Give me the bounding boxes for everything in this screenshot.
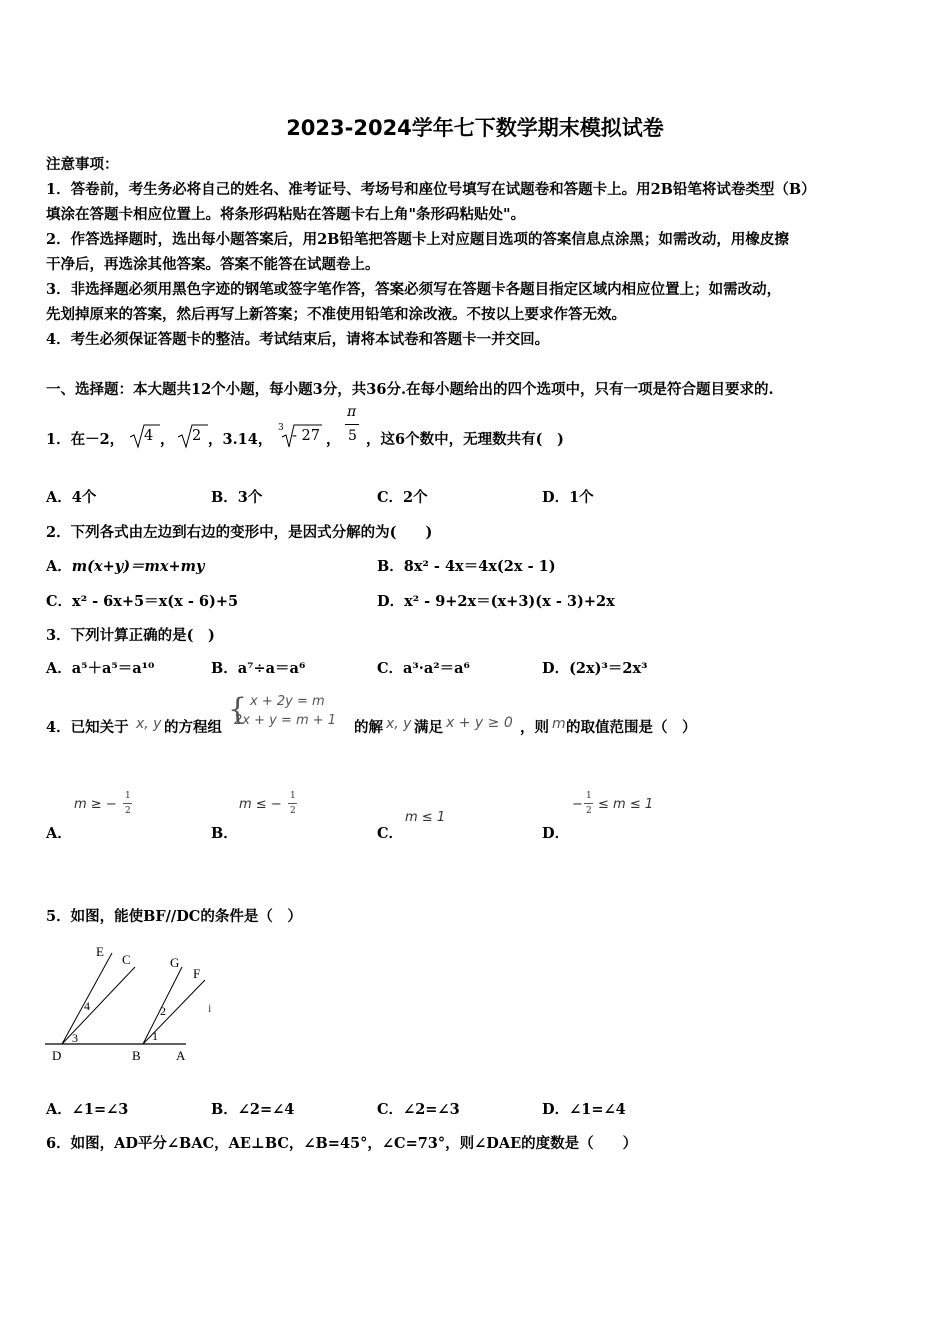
notice-line: 3．非选择题必须用黑色字迹的钢笔或签字笔作答，答案必须写在答题卡各题目指定区域内相应位置上；如需改动，: [46, 281, 782, 298]
q1-suffix: ，这6个数中，无理数共有( ): [366, 431, 564, 448]
q2-a-label: A．: [46, 558, 72, 575]
q1-sep: ，: [160, 431, 175, 448]
q2-c-expr: x² - 6x+5＝x(x - 6)+5: [72, 593, 239, 610]
q1-sep: ，: [326, 431, 341, 448]
q4-option-b-label[interactable]: B．: [211, 825, 238, 842]
q4-mid4: ，则: [520, 719, 549, 736]
section-header: 一、选择题：本大题共12个小题，每小题3分，共36分.在每小题给出的四个选项中，只有一项是符合题目要求的.: [46, 381, 774, 398]
q3-option-a[interactable]: A．a⁵＋a⁵＝a¹⁰: [46, 660, 155, 677]
frac-numerator: π: [347, 404, 357, 420]
frac-bar: [345, 424, 359, 425]
label-g: G: [170, 955, 180, 970]
q2-c-label: C．: [46, 593, 73, 610]
q2-option-b[interactable]: [377, 555, 556, 576]
frac-bar: [288, 803, 297, 804]
label-i: i: [208, 1001, 212, 1015]
q6-stem: 6．如图，AD平分∠BAC，AE⊥BC，∠B=45°，∠C=73°，则∠DAE的度数是（ ）: [46, 1135, 638, 1152]
label-angle-2: 2: [160, 1004, 166, 1018]
label-angle-4: 4: [84, 999, 90, 1013]
q4-eq2: 2x + y = m + 1: [234, 713, 337, 728]
page-title: 2023-2024学年七下数学期末模拟试卷: [286, 116, 664, 140]
q4-eq1: x + 2y = m: [250, 694, 325, 709]
label-d: D: [52, 1048, 62, 1063]
q1-cbrt: - 27: [292, 428, 320, 444]
q4-option-d-label[interactable]: D．: [542, 825, 570, 842]
frac-numerator: 1: [586, 791, 592, 801]
q2-d-label: D．: [377, 593, 405, 610]
frac-denominator: 2: [586, 806, 592, 816]
label-f: F: [193, 966, 201, 981]
label-angle-1: 1: [152, 1029, 158, 1043]
q2-stem: 2．下列各式由左边到右边的变形中，是因式分解的为( ): [46, 524, 433, 541]
q1-prefix: 1．在－2，: [46, 431, 125, 448]
notice-line: 4．考生必须保证答题卡的整洁。考试结束后，请将本试卷和答题卡一并交回。: [46, 331, 550, 348]
notice-heading: 注意事项：: [46, 156, 119, 173]
q1-sep: ，3.14，: [208, 431, 273, 448]
q1-option-b[interactable]: B．3个: [211, 489, 263, 506]
q1-option-d[interactable]: D．1个: [542, 489, 594, 506]
q2-a-expr: m(x+y)＝mx+my: [71, 558, 205, 575]
q4-mid2: 的解: [354, 719, 383, 736]
q1-sqrt4: 4: [144, 428, 154, 444]
q4-option-d[interactable]: ≤ m ≤ 1: [598, 797, 654, 812]
notice-line: 填涂在答题卡相应位置上。将条形码粘贴在答题卡右上角"条形码粘贴处"。: [46, 206, 526, 223]
q4-mid: 的方程组: [164, 719, 222, 736]
q4-cond: x + y ≥ 0: [446, 715, 513, 731]
q2-option-c[interactable]: [46, 590, 238, 611]
q5-option-b[interactable]: B．∠2=∠4: [211, 1101, 295, 1118]
frac-denominator: 5: [348, 428, 357, 444]
q4-mid3: 满足: [414, 719, 443, 736]
q3-option-d[interactable]: D．(2x)³＝2x³: [542, 660, 648, 677]
q2-d-expr: x² - 9+2x＝(x+3)(x - 3)+2x: [404, 593, 615, 610]
q2-b-expr: 8x² - 4x＝4x(2x - 1): [403, 558, 556, 575]
label-a: A: [176, 1048, 186, 1063]
label-angle-3: 3: [72, 1031, 78, 1045]
frac-bar: [584, 803, 593, 804]
q3-stem: 3．下列计算正确的是( ): [46, 627, 215, 644]
q2-b-label: B．: [377, 558, 404, 575]
frac-denominator: 2: [125, 806, 131, 816]
q3-option-b[interactable]: B．a⁷÷a＝a⁶: [211, 660, 306, 677]
q4-brace: {: [228, 692, 248, 727]
q5-figure: [40, 940, 230, 1070]
label-e: E: [96, 944, 104, 959]
label-c: C: [122, 952, 131, 967]
q4-prefix: 4．已知关于: [46, 719, 129, 736]
frac-numerator: 1: [125, 791, 131, 801]
frac-numerator: 1: [290, 791, 296, 801]
q5-option-a[interactable]: A．∠1=∠3: [46, 1101, 129, 1118]
q5-stem: 5．如图，能使BF//DC的条件是（ ）: [46, 908, 302, 925]
label-b: B: [132, 1048, 141, 1063]
frac-denominator: 2: [290, 806, 296, 816]
q4-xy: x, y: [136, 716, 162, 732]
q5-option-d[interactable]: D．∠1=∠4: [542, 1101, 626, 1118]
notice-line: 干净后，再选涂其他答案。答案不能答在试题卷上。: [46, 256, 380, 273]
q4-option-c[interactable]: m ≤ 1: [405, 810, 446, 825]
q4-option-a-label[interactable]: A．: [46, 825, 72, 842]
q1-option-a[interactable]: A．4个: [46, 489, 97, 506]
q1-sqrt2: 2: [192, 428, 202, 444]
notice-line: 先划掉原来的答案，然后再写上新答案；不准使用铅笔和涂改液。不按以上要求作答无效。: [46, 306, 626, 323]
notice-line: 2．作答选择题时，选出每小题答案后，用2B铅笔把答题卡上对应题目选项的答案信息点涂黑；如需改动，用橡皮擦: [46, 231, 789, 248]
q4-suffix: 的取值范围是（ ）: [566, 719, 697, 736]
q4-option-a[interactable]: m ≥ −: [74, 797, 117, 812]
q4-xy2: x, y: [386, 716, 412, 732]
q4-option-b[interactable]: m ≤ −: [239, 797, 282, 812]
q4-option-c-label[interactable]: C．: [377, 825, 404, 842]
q3-option-c[interactable]: C．a³·a²＝a⁶: [377, 660, 470, 677]
q2-option-d[interactable]: [377, 590, 615, 611]
q2-option-a[interactable]: [46, 555, 204, 576]
cbrt-index: 3: [278, 423, 284, 433]
frac-bar: [123, 803, 132, 804]
notice-line: 1．答卷前，考生务必将自己的姓名、准考证号、考场号和座位号填写在试题卷和答题卡上。用2B铅笔将试卷类型（B）: [46, 181, 816, 198]
q4-m: m: [552, 716, 566, 732]
q1-option-c[interactable]: C．2个: [377, 489, 428, 506]
q5-option-c[interactable]: C．∠2=∠3: [377, 1101, 460, 1118]
